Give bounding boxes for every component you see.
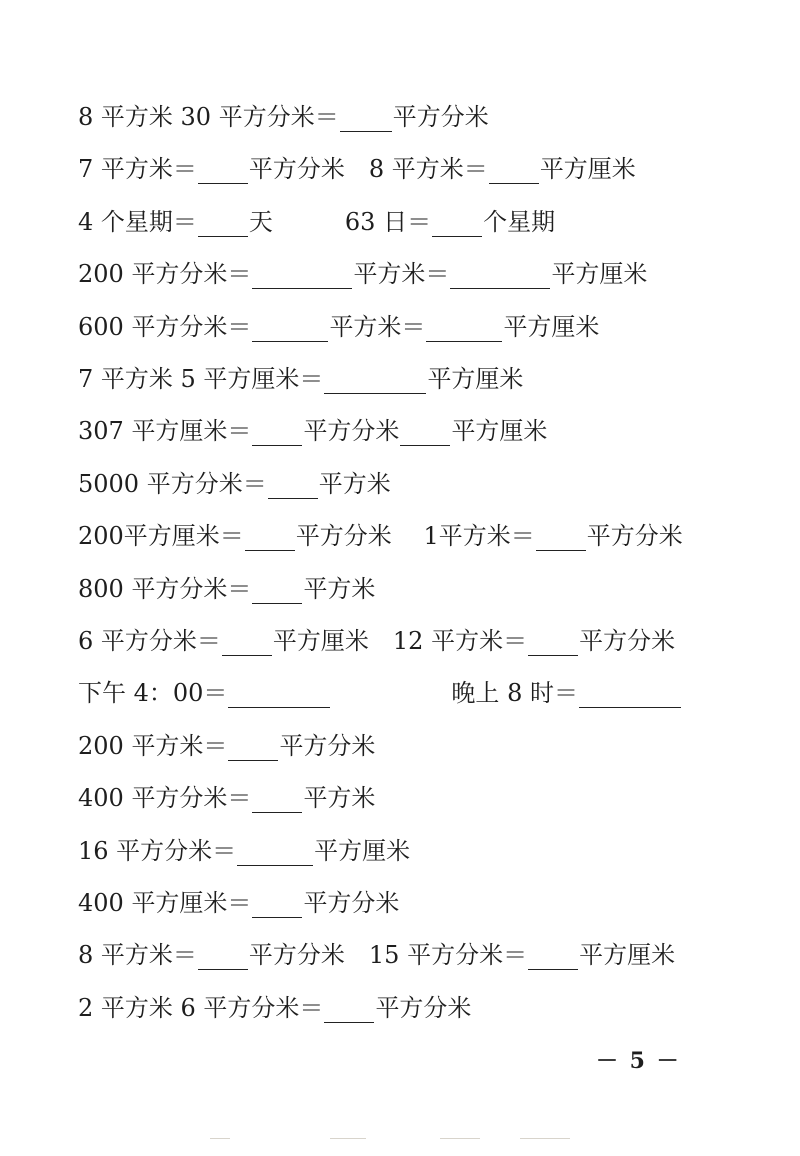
exercise-text: 400 平方厘米＝	[78, 889, 252, 917]
exercise-line	[78, 725, 375, 761]
exercise-text: 平方厘米	[427, 365, 524, 393]
exercise-text: 8 平方米＝	[78, 941, 197, 970]
exercise-line	[78, 620, 675, 656]
exercise-text: 晚上 8 时＝	[331, 679, 578, 708]
exercise-text: 个星期	[483, 207, 556, 236]
exercise-text: 平方米＝	[353, 260, 450, 289]
answer-blank[interactable]	[228, 685, 330, 708]
exercise-text: 平方分米	[392, 103, 489, 131]
answer-blank[interactable]	[237, 843, 313, 866]
answer-blank[interactable]	[489, 161, 539, 184]
answer-blank[interactable]	[432, 214, 482, 237]
answer-blank[interactable]	[198, 161, 248, 184]
exercise-text: 天 63 日＝	[248, 207, 432, 236]
exercise-line	[78, 568, 375, 604]
answer-blank[interactable]	[252, 895, 302, 918]
answer-blank[interactable]	[536, 528, 586, 551]
exercise-text: 800 平方分米＝	[78, 574, 252, 603]
exercise-line	[78, 253, 647, 289]
exercise-text: 平方分米	[279, 731, 376, 760]
exercise-line	[78, 882, 399, 918]
exercise-text: 平方分米	[579, 627, 676, 655]
exercise-line	[78, 96, 489, 132]
exercise-line	[78, 410, 547, 446]
answer-blank[interactable]	[252, 790, 302, 813]
exercise-text: 200 平方米＝	[78, 731, 228, 760]
answer-blank[interactable]	[579, 685, 681, 708]
answer-blank[interactable]	[198, 947, 248, 970]
bleed-through-mark	[210, 1138, 230, 1139]
exercise-text: 307 平方厘米＝	[78, 417, 252, 446]
answer-blank[interactable]	[528, 633, 578, 656]
exercise-line	[78, 515, 683, 551]
bleed-through-mark	[520, 1138, 570, 1139]
answer-blank[interactable]	[245, 528, 295, 551]
exercise-text: 平方厘米	[314, 836, 411, 865]
exercise-text: 400 平方分米＝	[78, 784, 252, 813]
answer-blank[interactable]	[222, 633, 272, 656]
answer-blank[interactable]	[324, 371, 426, 394]
exercise-line	[78, 306, 599, 342]
answer-blank[interactable]	[252, 581, 302, 604]
exercise-text: 平方厘米 12 平方米＝	[272, 627, 528, 655]
answer-blank[interactable]	[252, 319, 328, 342]
exercise-text: 平方厘米	[451, 417, 548, 446]
page-number: － 5 －	[596, 1048, 681, 1074]
exercise-text: 平方厘米	[503, 312, 600, 341]
exercise-text: 7 平方米＝	[78, 155, 197, 184]
exercise-text: 16 平方分米＝	[78, 836, 237, 865]
exercise-text: 200 平方分米＝	[78, 260, 252, 289]
exercise-line	[78, 358, 523, 394]
answer-blank[interactable]	[228, 738, 278, 761]
exercise-text: 平方分米 15 平方分米＝	[248, 941, 528, 970]
answer-blank[interactable]	[340, 109, 392, 132]
exercise-line	[78, 463, 391, 499]
exercise-text: 平方米	[303, 784, 376, 813]
exercise-text: 平方厘米	[551, 260, 648, 289]
exercise-line	[78, 672, 682, 708]
exercise-text: 5000 平方分米＝	[78, 469, 267, 498]
answer-blank[interactable]	[400, 423, 450, 446]
exercise-line	[78, 148, 636, 184]
exercise-text: 平方分米	[303, 417, 400, 446]
exercise-line	[78, 934, 675, 970]
answer-blank[interactable]	[252, 423, 302, 446]
exercise-text: 200平方厘米＝	[78, 522, 244, 551]
exercise-text: 平方厘米	[539, 155, 636, 184]
exercise-line	[78, 201, 555, 237]
bleed-through-mark	[330, 1138, 366, 1139]
exercise-text: 平方米＝	[329, 312, 426, 341]
answer-blank[interactable]	[528, 947, 578, 970]
exercise-line	[78, 830, 410, 866]
exercise-text: 600 平方分米＝	[78, 312, 252, 341]
exercise-text: 平方分米 8 平方米＝	[248, 155, 488, 184]
exercise-text: 平方米	[318, 469, 391, 498]
answer-blank[interactable]	[252, 266, 352, 289]
exercise-text: 平方米	[303, 574, 376, 603]
exercise-text: 平方分米	[586, 522, 683, 551]
exercise-text: 平方厘米	[579, 941, 676, 970]
exercise-text: 6 平方分米＝	[78, 627, 221, 655]
answer-blank[interactable]	[450, 266, 550, 289]
exercise-text: 4 个星期＝	[78, 207, 197, 236]
exercise-text: 平方分米 1平方米＝	[295, 522, 535, 551]
exercise-line	[78, 987, 471, 1023]
bleed-through-mark	[440, 1138, 480, 1139]
exercise-text: 2 平方米 6 平方分米＝	[78, 993, 324, 1022]
answer-blank[interactable]	[198, 214, 248, 237]
exercise-text: 平方分米	[303, 889, 400, 917]
answer-blank[interactable]	[324, 1000, 374, 1023]
exercise-text: 平方分米	[375, 993, 472, 1022]
exercise-line	[78, 777, 375, 813]
answer-blank[interactable]	[426, 319, 502, 342]
exercise-text: 7 平方米 5 平方厘米＝	[78, 365, 324, 393]
answer-blank[interactable]	[268, 476, 318, 499]
exercise-text: 8 平方米 30 平方分米＝	[78, 103, 339, 131]
exercise-text: 下午 4：00＝	[78, 679, 228, 708]
